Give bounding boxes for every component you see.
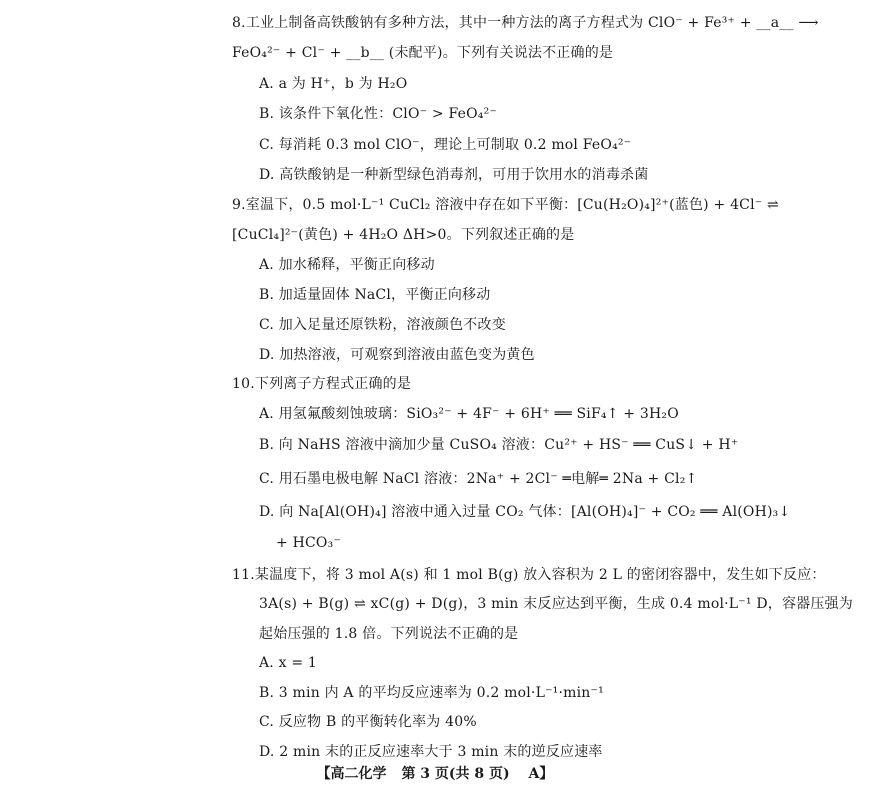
- q10-option-b: B. 向 NaHS 溶液中滴加少量 CuSO₄ 溶液：Cu²⁺ + HS⁻ ══ CuS↓ + H⁺: [259, 437, 739, 453]
- q10-stem-line-1: 10.下列离子方程式正确的是: [232, 376, 412, 392]
- q11-option-b: B. 3 min 内 A 的平均反应速率为 0.2 mol·L⁻¹·min⁻¹: [259, 685, 604, 701]
- q10-option-d: D. 向 Na[Al(OH)₄] 溶液中通入过量 CO₂ 气体：[Al(OH)₄]⁻ + CO₂ ══ Al(OH)₃↓: [259, 504, 791, 520]
- footer-variant: A】: [528, 766, 554, 782]
- q8-option-a: A. a 为 H⁺，b 为 H₂O: [259, 76, 408, 92]
- q8-option-d: D. 高铁酸钠是一种新型绿色消毒剂，可用于饮用水的消毒杀菌: [259, 167, 649, 183]
- q9-option-d: D. 加热溶液，可观察到溶液由蓝色变为黄色: [259, 347, 535, 363]
- q10-option-d-continuation: + HCO₃⁻: [276, 535, 341, 551]
- q9-option-b: B. 加适量固体 NaCl，平衡正向移动: [259, 287, 491, 303]
- q11-stem-line-3: 起始压强的 1.8 倍。下列说法不正确的是: [259, 626, 519, 642]
- q10-option-c: C. 用石墨电极电解 NaCl 溶液：2Na⁺ + 2Cl⁻ ═电解═ 2Na + Cl₂↑: [259, 471, 698, 487]
- q10-option-a: A. 用氢氟酸刻蚀玻璃：SiO₃²⁻ + 4F⁻ + 6H⁺ ══ SiF₄↑ + 3H₂O: [259, 406, 679, 422]
- q11-stem-line-1: 11.某温度下，将 3 mol A(s) 和 1 mol B(g) 放入容积为 2 L 的密闭容器中，发生如下反应：: [232, 567, 826, 583]
- q8-stem-line-2: FeO₄²⁻ + Cl⁻ + __b__ (未配平)。下列有关说法不正确的是: [232, 45, 614, 61]
- q8-option-b: B. 该条件下氧化性：ClO⁻ > FeO₄²⁻: [259, 106, 498, 122]
- q11-option-d: D. 2 min 末的正反应速率大于 3 min 末的逆反应速率: [259, 744, 603, 760]
- q11-option-a: A. x = 1: [259, 655, 318, 671]
- q8-option-c: C. 每消耗 0.3 mol ClO⁻，理论上可制取 0.2 mol FeO₄²⁻: [259, 137, 632, 153]
- q11-option-c: C. 反应物 B 的平衡转化率为 40%: [259, 714, 477, 730]
- q9-option-c: C. 加入足量还原铁粉，溶液颜色不改变: [259, 317, 506, 333]
- q9-stem-line-2: [CuCl₄]²⁻(黄色) + 4H₂O ΔH>0。下列叙述正确的是: [232, 227, 575, 243]
- footer-subject: 【高二化学: [316, 766, 387, 782]
- q9-stem-line-1: 9.室温下，0.5 mol·L⁻¹ CuCl₂ 溶液中存在如下平衡：[Cu(H₂O)₄]²⁺(蓝色) + 4Cl⁻ ⇌: [232, 197, 779, 213]
- q9-option-a: A. 加水稀释，平衡正向移动: [259, 257, 435, 273]
- page-footer: [0, 763, 870, 783]
- q8-stem-line-1: 8.工业上制备高铁酸钠有多种方法，其中一种方法的离子方程式为 ClO⁻ + Fe³⁺ + __a__ ⟶: [232, 15, 819, 31]
- footer-page-number: 第 3 页(共 8 页): [401, 766, 510, 782]
- q11-stem-line-2: 3A(s) + B(g) ⇌ xC(g) + D(g)，3 min 末反应达到平衡，生成 0.4 mol·L⁻¹ D，容器压强为: [259, 596, 853, 612]
